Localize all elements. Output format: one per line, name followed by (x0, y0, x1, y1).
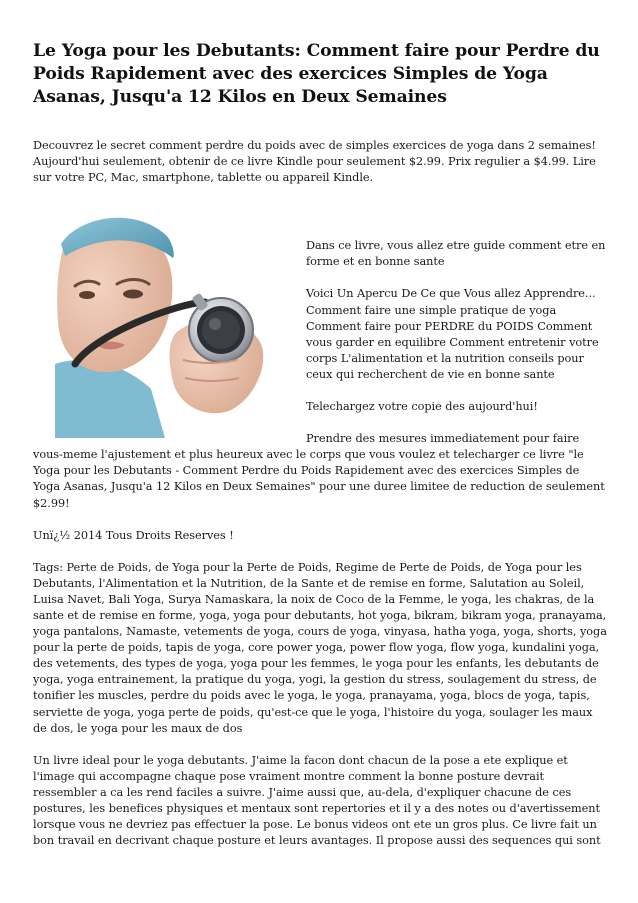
tags-paragraph: Tags: Perte de Poids, de Yoga pour la Perte de Poids, Regime de Perte de Poids, de Yoga pour les Debutants, l'Alimentation et la Nutrition, de la Sante et de remise en forme, Salutation au Soleil, Luisa Navet, Bali Yoga, Surya Namaskara, la noix de Coco de la Femme, le yoga, les chakras, de la sante et de remise en forme, yoga, yoga pour debutants, hot yoga, bikram, bikram yoga, pranayama, yoga pantalons, Namaste, vetements de yoga, cours de yoga, vinyasa, hatha yoga, yoga, shorts, yoga pour la perte de poids, tapis de yoga, core power yoga, power flow yoga, flow yoga, kundalini yoga, des vetements, des types de yoga, yoga pour les femmes, le yoga pour les enfants, les debutants de yoga, yoga entrainement, la pratique du yoga, yogi, la gestion du stress, soulagement du stress, de tonifier les muscles, perdre du poids avec le yoga, le yoga, pranayama, yoga, blocs de yoga, tapis, serviette de yoga, yoga perte de poids, qu'est-ce que le yoga, l'histoire du yoga, soulager les maux de dos, le yoga pour les maux de dos (33, 560, 607, 735)
review-paragraph: Un livre ideal pour le yoga debutants. J'aime la facon dont chacun de la pose a ete explique et l'image qui accompagne chaque pose vraiment montre comment la bonne posture devrait ressembler a ca les rend faciles a suivre. J'aime aussi que, au-dela, d'expliquer chacune de ces postures, les benefices physiques et mentaux sont repertories et il y a des notes ou d'avertissement lorsque vous ne devriez pas effectuer la pose. Le bonus videos ont ete un gros plus. Ce livre fait un bon travail en decrivant chaque posture et leurs avantages. Il propose aussi des sequences qui sont (33, 753, 601, 848)
document-page (33, 40, 607, 849)
doctor-with-stethoscope-icon (55, 214, 275, 438)
side-paragraph: Telechargez votre copie des aujourd'hui! (306, 400, 538, 414)
copyright-line: Unï¿½ 2014 Tous Droits Reserves ! (33, 528, 234, 542)
image-text-section (33, 214, 607, 511)
doctor-stethoscope-photo (55, 214, 275, 438)
document-title: Le Yoga pour les Debutants: Comment faire pour Perdre du Poids Rapidement avec des exercices Simples de Yoga Asanas, Jusqu'a 12 Kilos en Deux Semaines (33, 41, 600, 107)
wrap-paragraph: Prendre des mesures immediatement pour faire vous-meme l'ajustement et plus heureux avec le corps que vous voulez et telecharger ce livre "le Yoga pour les Debutants - Comment Perdre du Poids Rapidement avec des exercices Simples de Yoga Asanas, Jusqu'a 12 Kilos en Deux Semaines" pour une duree limitee de reduction de seulement $2.99! (33, 432, 605, 510)
intro-paragraph: Decouvrez le secret comment perdre du poids avec de simples exercices de yoga dans 2 semaines! Aujourd'hui seulement, obtenir de ce livre Kindle pour seulement $2.99. Prix regulier a $4.99. Lire sur votre PC, Mac, smartphone, tablette ou appareil Kindle. (33, 139, 596, 185)
side-paragraph: Voici Un Apercu De Ce que Vous allez Apprendre... Comment faire une simple pratique de yoga Comment faire pour PERDRE du POIDS Comment vous garder en equilibre Comment entretenir votre corps L'alimentation et la nutrition conseils pour ceux qui recherchent de vie en bonne sante (306, 287, 599, 381)
side-paragraph: Dans ce livre, vous allez etre guide comment etre en forme et en bonne sante (306, 239, 606, 269)
